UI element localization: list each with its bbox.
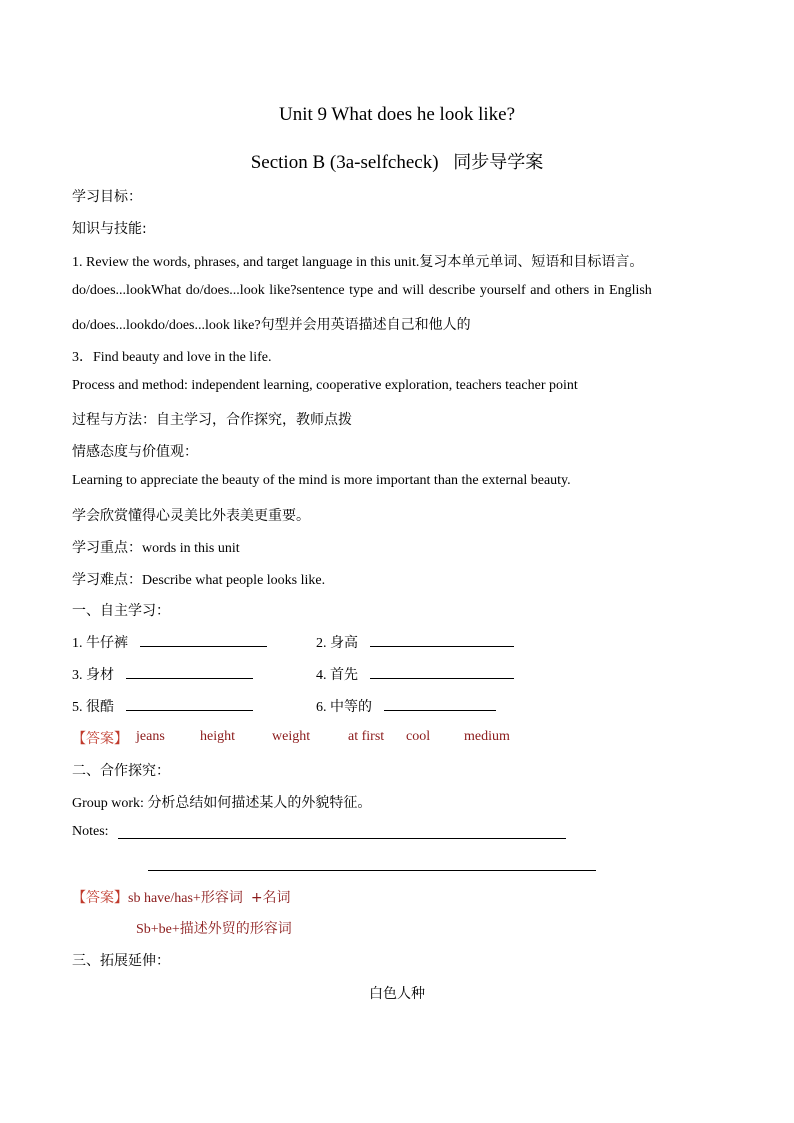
vocab-item: 1. 牛仔裤 <box>72 632 267 652</box>
answer-word: at first <box>348 729 385 744</box>
subtitle-cn: 同步导学案 <box>453 152 544 173</box>
section-3-heading: 三、拓展延伸： <box>72 953 170 969</box>
key-label: 学习重点： <box>72 540 142 556</box>
document-title: Unit 9 What does he look like? <box>278 104 516 125</box>
notes-line[interactable] <box>148 870 596 871</box>
answer-blank[interactable] <box>370 632 514 647</box>
attitude-en: Learning to appreciate the beauty of the mind is more important than the external beauty. <box>72 473 571 488</box>
vocab-item: 6. 中等的 <box>316 696 496 716</box>
vocab-item: 5. 很酷 <box>72 696 253 716</box>
difficult-label: 学习难点： <box>72 572 142 588</box>
vocab-item: 4. 首先 <box>316 664 514 684</box>
answer-blank[interactable] <box>370 664 514 679</box>
group-work-label: Group work: <box>72 796 144 811</box>
process-method-cn: 过程与方法：自主学习，合作探究，教师点拨 <box>72 412 352 428</box>
answer-key-1 <box>72 728 128 748</box>
objective-item-2-line2 <box>72 314 471 334</box>
notes-line[interactable] <box>118 838 566 839</box>
answer-word: height <box>200 729 235 744</box>
vocab-item: 2. 身高 <box>316 632 514 652</box>
group-work-task: 分析总结如何描述某人的外貌特征。 <box>147 795 372 811</box>
objective-item-1 <box>72 251 643 271</box>
answer-word: cool <box>406 729 431 744</box>
notes-label: Notes: <box>72 824 109 839</box>
knowledge-heading: 知识与技能: <box>72 221 147 237</box>
answer-key-2-line1: 【答案】sb have/has+形容词 +名词 <box>72 890 291 906</box>
key-text: words in this unit <box>142 541 240 556</box>
answer-blank[interactable] <box>140 632 267 647</box>
objective-item-1-en: 1. Review the words, phrases, and target language in this unit. <box>72 255 420 270</box>
group-work <box>72 792 371 812</box>
answer-word: weight <box>272 729 311 744</box>
objective-item-2-cn: 句型并会用英语描述自己和他人的 <box>260 317 471 333</box>
goals-heading: 学习目标： <box>72 189 142 205</box>
answer-blank[interactable] <box>126 696 253 711</box>
process-method-en: Process and method: independent learning, cooperative exploration, teachers teacher point <box>72 378 578 393</box>
section-2-heading: 二、合作探究： <box>72 763 170 779</box>
section-1-heading: 一、自主学习： <box>72 603 170 619</box>
answer-tag: 【答案】 <box>72 731 128 747</box>
answer-key-2-line2: Sb+be+描述外贸的形容词 <box>136 921 292 937</box>
centered-text: 白色人种 <box>369 986 425 1002</box>
difficult-points <box>72 569 325 589</box>
attitude-cn: 学会欣赏懂得心灵美比外表美更重要。 <box>72 508 310 524</box>
difficult-text: Describe what people looks like. <box>142 573 326 588</box>
objective-item-2-line1: do/does...lookWhat do/does...look like?sentence type and will describe yourself and others in English <box>72 283 652 298</box>
vocab-item: 3. 身材 <box>72 664 253 684</box>
key-points <box>72 537 240 557</box>
answer-blank[interactable] <box>126 664 253 679</box>
objective-item-3: 3．Find beauty and love in the life. <box>72 350 272 365</box>
answer-tag: 【答案】 <box>72 890 128 906</box>
answer-word: medium <box>464 729 510 744</box>
objective-item-1-cn: 复习本单元单词、短语和目标语言。 <box>419 254 644 270</box>
attitude-heading: 情感态度与价值观： <box>72 444 198 460</box>
answer-blank[interactable] <box>384 696 496 711</box>
answer-word: jeans <box>136 729 165 744</box>
objective-item-2-en: do/does...lookdo/does...look like? <box>72 318 261 333</box>
subtitle-en: Section B (3a-selfcheck) <box>250 152 439 173</box>
document-subtitle <box>0 148 794 174</box>
